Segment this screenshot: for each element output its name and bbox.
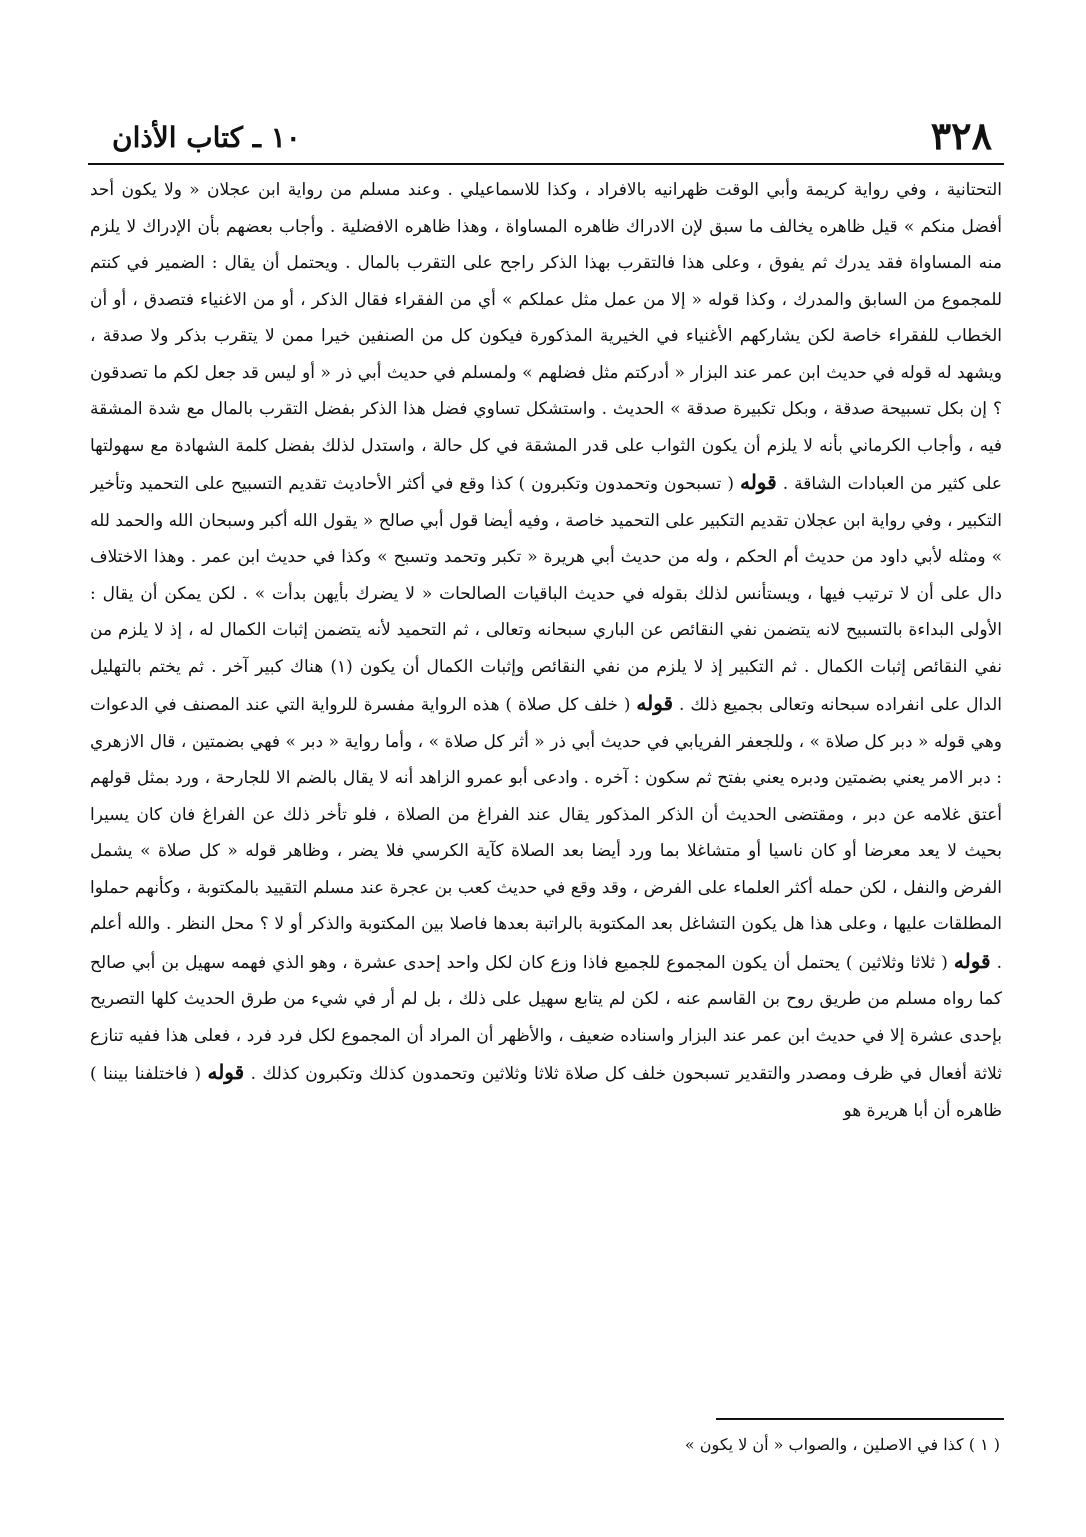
chapter-title: ١٠ ـ كتاب الأذان <box>112 121 301 154</box>
page-number: ٣٢٨ <box>930 113 992 158</box>
commentary-text <box>90 172 1002 1270</box>
qawluh-marker: قوله <box>739 470 777 494</box>
footnote-divider <box>716 1418 1004 1420</box>
quote-text: ( تسبحون وتحمدون وتكبرون ) كذا وقع في أكثر الأحاديث تقديم التسبيح على التحميد وتأخير التكبير ، وفي رواية ابن عجلان تقديم التكبير على التحميد خاصة ، وفيه أيضا قول أبي صالح « يقول الله أكبر وسبحان الله والحمد لله » ومثله لأبي داود من حديث أم الحكم ، وله من حديث أبي هريرة « تكبر وتحمد وتسبح » وكذا في حديث ابن عمر . وهذا الاختلاف دال على أن لا ترتيب فيها ، ويستأنس لذلك بقوله في حديث الباقيات الصالحات « لا يضرك بأيهن بدأت » . لكن يمكن أن يقال : الأولى البداءة بالتسبيح لانه يتضمن نفي النقائص عن الباري سبحانه وتعالى ، ثم التحميد لأنه يتضمن إثبات الكمال له ، إذ لا يلزم من نفي النقائص إثبات الكمال . ثم التكبير إذ لا يلزم من نفي النقائص وإثبات الكمال أن يكون (١) هناك كبير آخر . ثم يختم بالتهليل الدال على انفراده سبحانه وتعالى بجميع ذلك . <box>90 474 1002 715</box>
footnote: ( ١ ) كذا في الاصلين ، والصواب « أن لا يكون » <box>684 1435 1000 1454</box>
quote-text: ( خلف كل صلاة ) هذه الرواية مفسرة للرواية التي عند المصنف في الدعوات وهي قوله « دبر كل صلاة » ، وللجعفر الفريابي في حديث أبي ذر « أثر كل صلاة » ، وأما رواية « دبر » فهي بضمتين ، قال الازهري : دبر الامر يعني بضمتين ودبره يعني بفتح ثم سكون : آخره . وادعى أبو عمرو الزاهد أنه لا يقال بالضم الا للجارحة ، ورد بمثل قولهم أعتق غلامه عن دبر ، ومقتضى الحديث أن الذكر المذكور يقال عند الفراغ من الصلاة ، فلو تأخر ذلك عن الفراغ فان كان يسيرا بحيث لا يعد معرضا أو كان ناسيا أو متشاغلا بما ورد أيضا بعد الصلاة كآية الكرسي فلا يضر ، وظاهر قوله « كل صلاة » يشمل الفرض والنفل ، لكن حمله أكثر العلماء على الفرض ، وقد وقع في حديث كعب بن عجرة عند مسلم التقييد بالمكتوبة ، وكأنهم حملوا المطلقات عليها ، وعلى هذا هل يكون التشاغل بعد المكتوبة بالراتبة بعدها فاصلا بين المكتوبة والذكر أو لا ؟ محل النظر . والله أعلم . <box>90 695 1002 973</box>
page-header <box>112 112 992 164</box>
qawluh-marker: قوله <box>207 1060 245 1084</box>
qawluh-marker: قوله <box>636 691 674 715</box>
paragraph-intro: التحتانية ، وفي رواية كريمة وأبي الوقت ظهرانيه بالافراد ، وكذا للاسماعيلي . وعند مسلم من رواية ابن عجلان « ولا يكون أحد أفضل منكم » قيل ظاهره يخالف ما سبق لإن الادراك ظاهره المساواة ، وهذا ظاهره الافضلية . وأجاب بعضهم بأن الإدراك لا يلزم منه المساواة فقد يدرك ثم يفوق ، وعلى هذا فالتقرب بهذا الذكر راجح على التقرب بالمال . ويحتمل أن يقال : الضمير في كنتم للمجموع من السابق والمدرك ، وكذا قوله « إلا من عمل مثل عملكم » أي من الفقراء فقال الذكر ، أو من الاغنياء فتصدق ، أو أن الخطاب للفقراء خاصة لكن يشاركهم الأغنياء في الخيرية المذكورة فيكون كل من الصنفين خيرا ممن لا يتقرب بذكر ولا صدقة ، ويشهد له قوله في حديث ابن عمر عند البزار « أدركتم مثل فضلهم » ولمسلم في حديث أبي ذر « أو ليس قد جعل لكم ما تصدقون ؟ إن بكل تسبيحة صدقة ، وبكل تكبيرة صدقة » الحديث . واستشكل تساوي فضل هذا الذكر بفضل التقرب بالمال مع شدة المشقة فيه ، وأجاب الكرماني بأنه لا يلزم أن يكون الثواب على قدر المشقة في كل حالة ، واستدل لذلك بفضل كلمة الشهادة مع سهولتها على كثير من العبادات الشاقة . <box>90 180 1002 494</box>
commentary-paragraph <box>90 172 1002 1129</box>
quote-text: ( فاختلفنا بيننا ) ظاهره أن أبا هريرة هو <box>90 1064 1002 1121</box>
qawluh-marker: قوله <box>953 948 991 973</box>
quote-text: ( ثلاثا وثلاثين ) يحتمل أن يكون المجموع للجميع فاذا وزع كان لكل واحد إحدى عشرة ، وهو الذي فهمه سهيل بن أبي صالح كما رواه مسلم من طريق روح بن القاسم عنه ، لكن لم يتابع سهيل على ذلك ، بل لم أر في شيء من طرق الحديث كلها التصريح بإحدى عشرة إلا في حديث ابن عمر عند البزار واسناده ضعيف ، والأظهر أن المراد أن المجموع لكل فرد فرد ، فعلى هذا ففيه تنازع ثلاثة أفعال في ظرف ومصدر والتقدير تسبحون خلف كل صلاة ثلاثا وثلاثين وتحمدون كذلك وتكبرون كذلك . <box>90 952 1002 1084</box>
header-divider <box>88 163 1004 165</box>
